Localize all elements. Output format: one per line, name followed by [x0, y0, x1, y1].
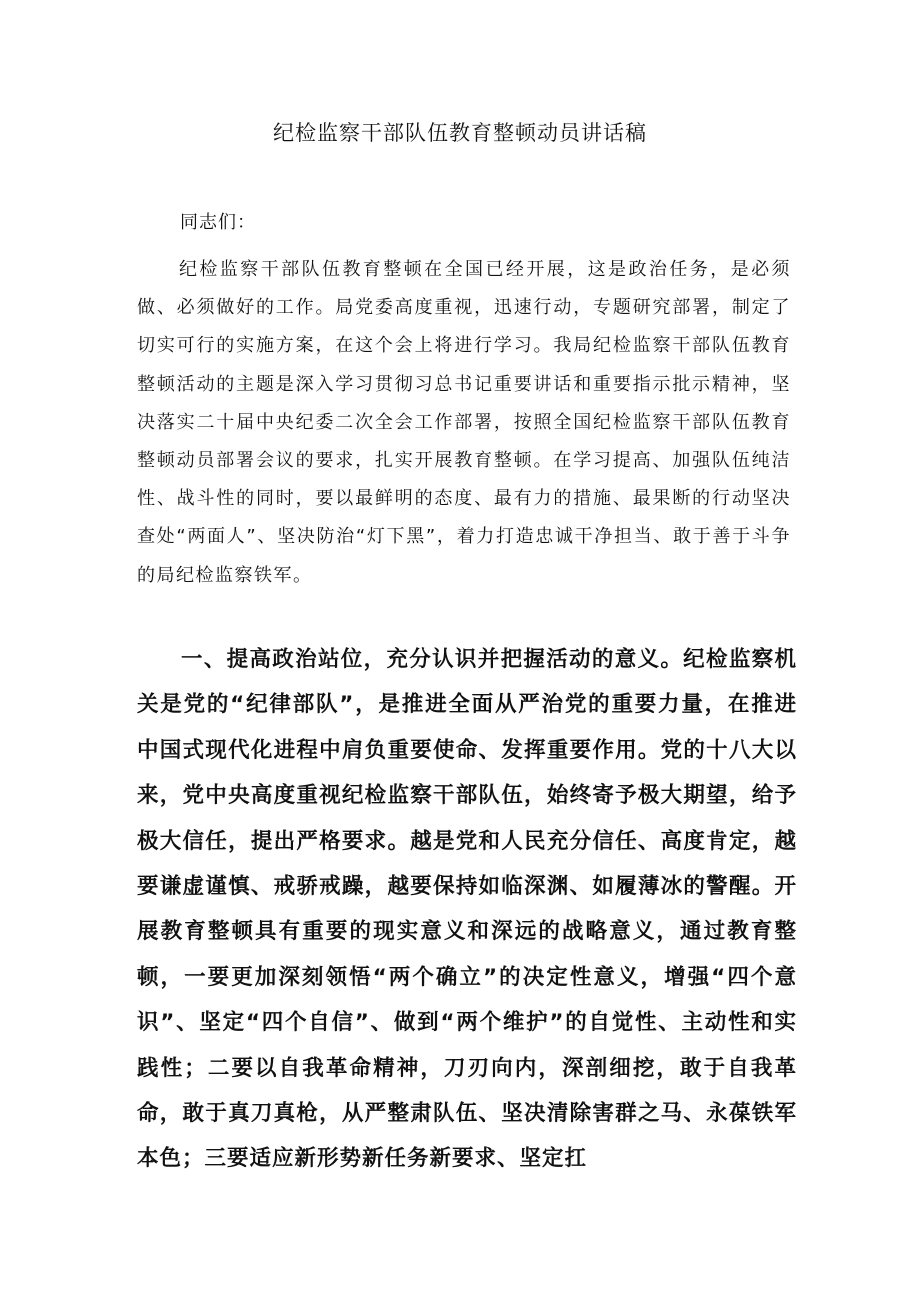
salutation: 同志们：: [180, 212, 256, 233]
document-title: 纪检监察干部队伍教育整顿动员讲话稿: [273, 121, 647, 145]
body-paragraph-1: 纪检监察干部队伍教育整顿在全国已经开展，这是政治任务，是必须做、必须做好的工作。局党委高度重视，迅速行动，专题研究部署，制定了切实可行的实施方案，在这个会上将进行学习。我局纪检监察干部队伍教育整顿活动的主题是深入学习贯彻习总书记重要讲话和重要指示批示精神，坚决落实二十届中央纪委二次全会工作部署，按照全国纪检监察干部队伍教育整顿动员部署会议的要求，扎实开展教育整顿。在学习提高、加强队伍纯洁性、战斗性的同时，要以最鲜明的态度、最有力的措施、最果断的行动坚决查处“两面人”、坚决防治“灯下黑”，着力打造忠诚干净担当、敢于善于斗争的局纪检监察铁军。: [137, 259, 791, 586]
body-paragraph-2: 一、提高政治站位，充分认识并把握活动的意义。纪检监察机关是党的“纪律部队”，是推进全面从严治党的重要力量，在推进中国式现代化进程中肩负重要使命、发挥重要作用。党的十八大以来，党中央高度重视纪检监察干部队伍，始终寄予极大期望，给予极大信任，提出严格要求。越是党和人民充分信任、高度肯定，越要谦虚谨慎、戒骄戒躁，越要保持如临深渊、如履薄冰的警醒。开展教育整顿具有重要的现实意义和深远的战略意义，通过教育整顿，一要更加深刻领悟“两个确立”的决定性意义，增强“四个意识”、坚定“四个自信”、做到“两个维护”的自觉性、主动性和实践性；二要以自我革命精神，刀刃向内，深剖细挖，敢于自我革命，敢于真刀真枪，从严整肃队伍、坚决清除害群之马、永葆铁军本色；三要适应新形势新任务新要求、坚定扛: [137, 647, 797, 1172]
